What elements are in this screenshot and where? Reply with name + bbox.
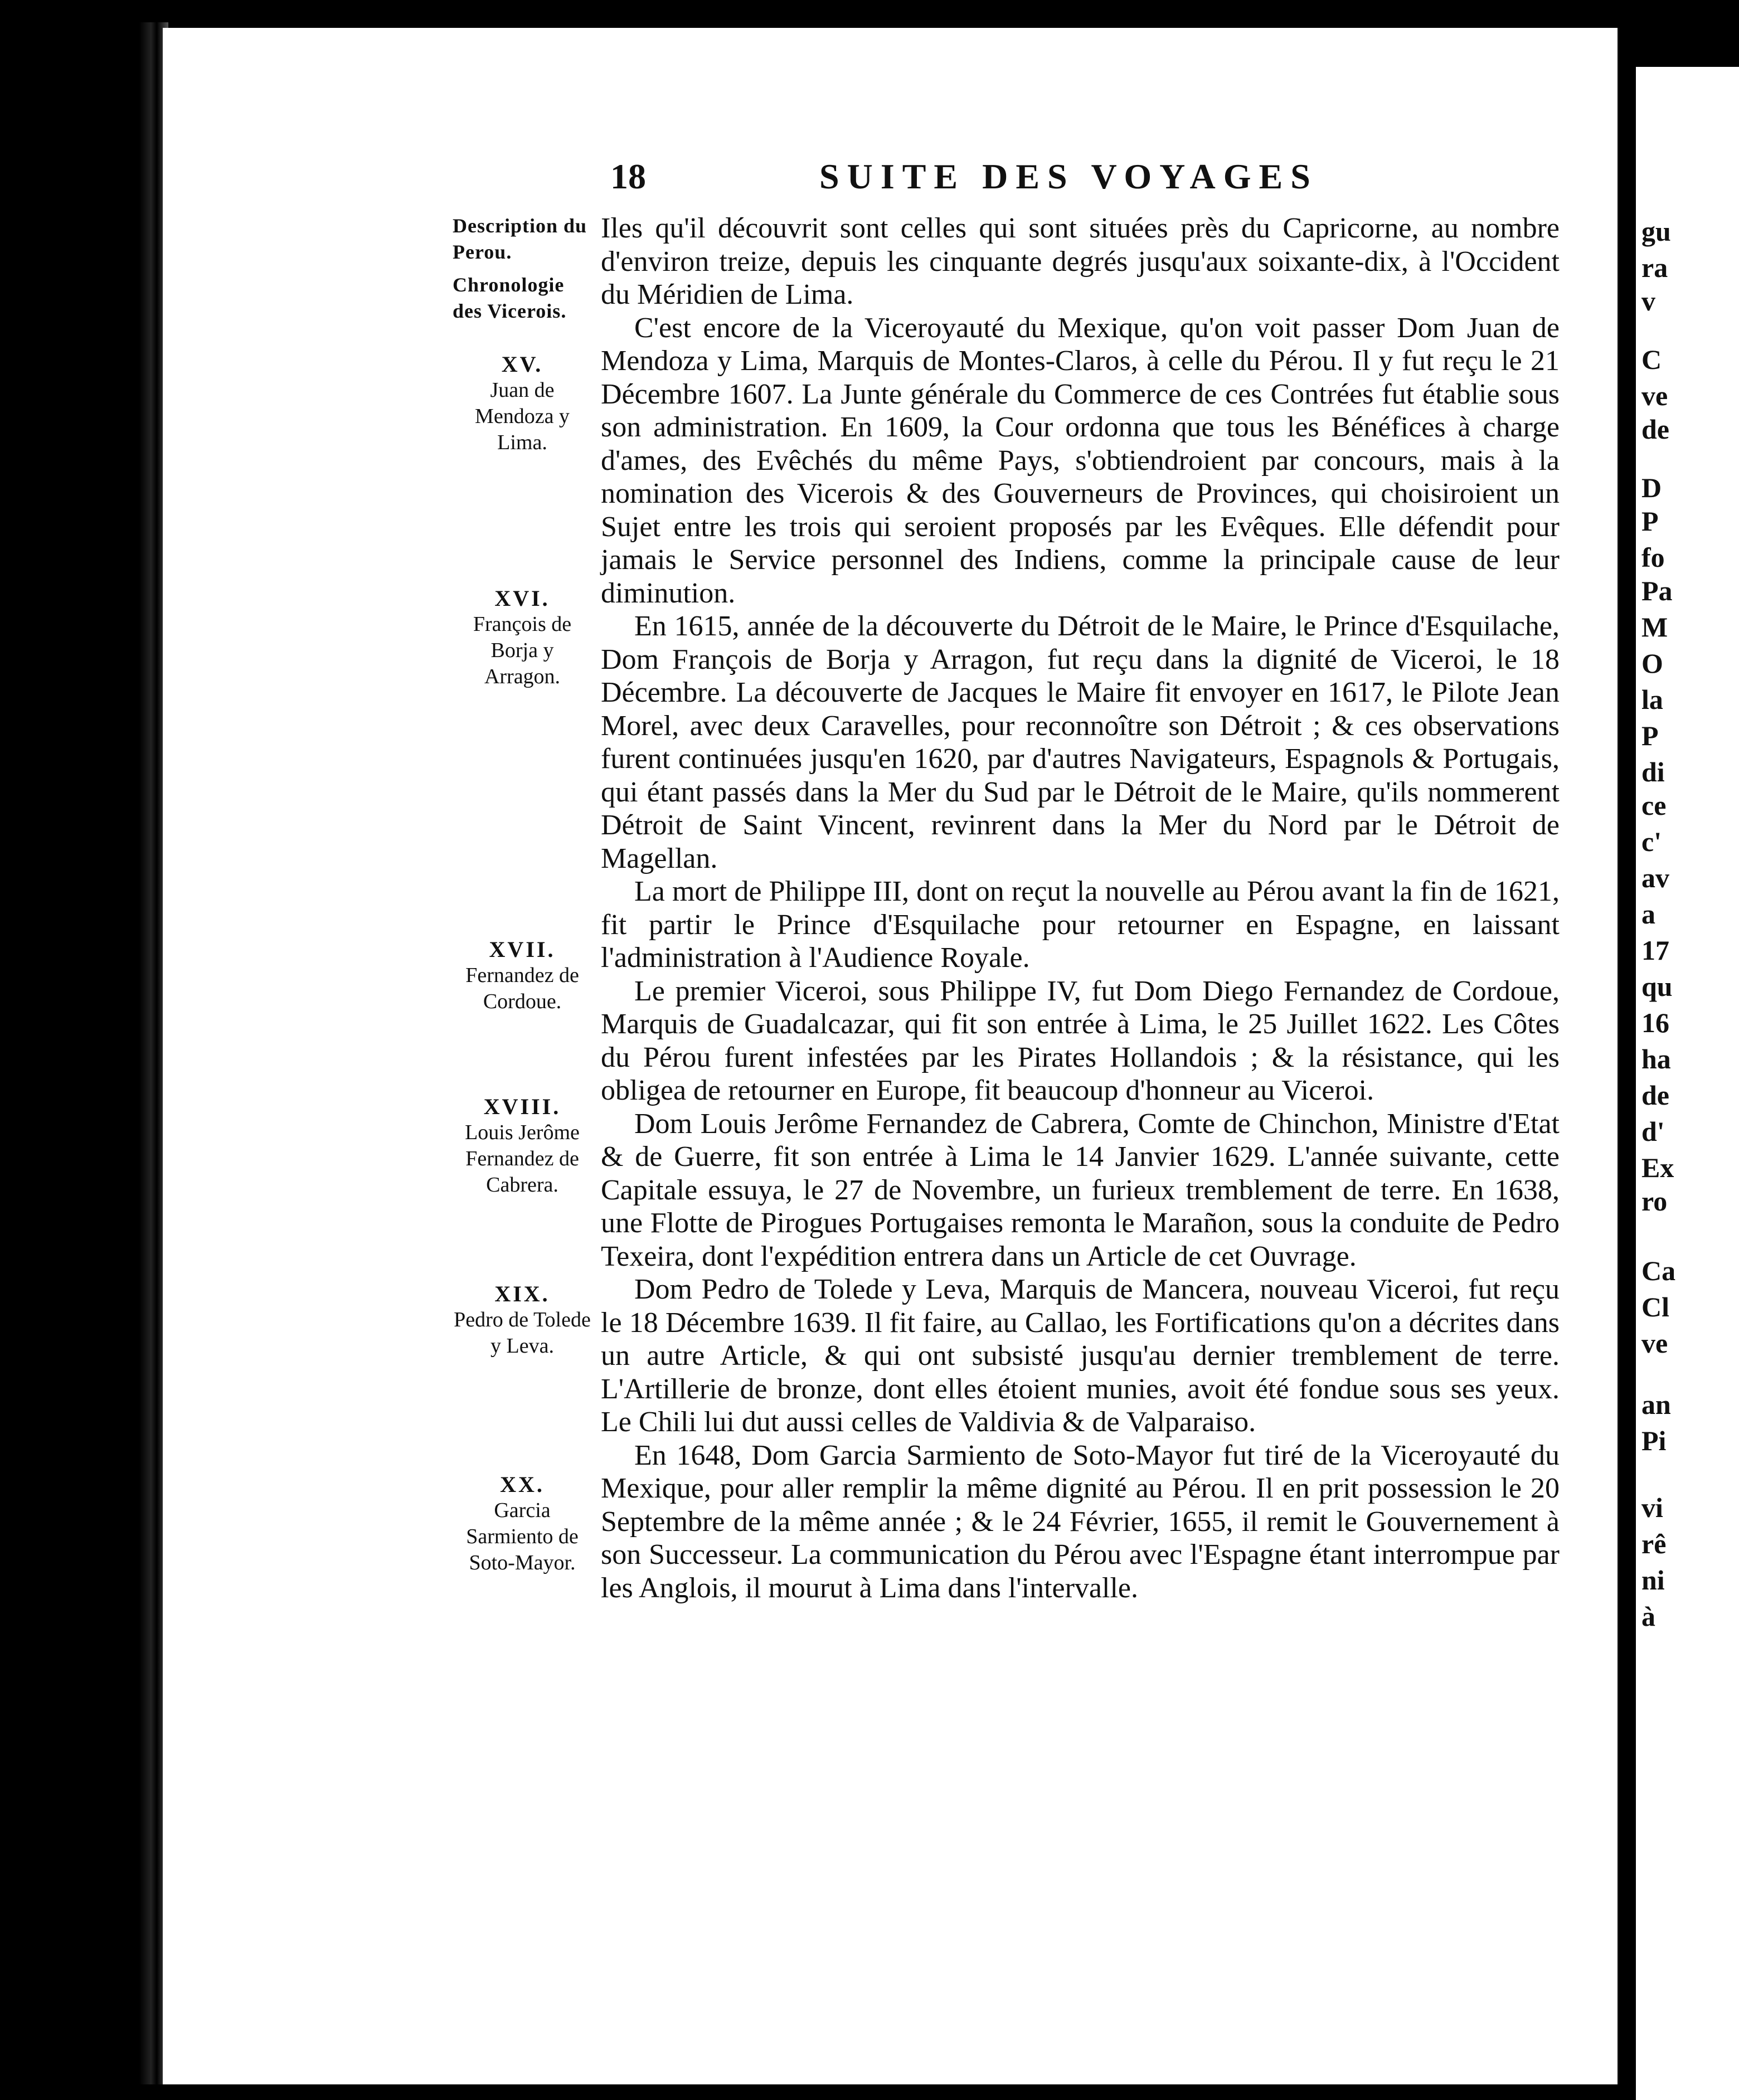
main-text-column bbox=[601, 212, 1560, 1605]
paragraph-cordoue: Le premier Viceroi, sous Philippe IV, fut Dom Diego Fernandez de Cordoue, Marquis de Guadalcazar, qui fit son entrée à Lima, le 25 Juillet 1622. Les Côtes du Pérou furent infestées par les Pirates Hollandois ; & la résistance, qui les obligea de retourner en Europe, fit beaucoup d'honneur au Viceroi. bbox=[601, 975, 1560, 1106]
facing-page-fragment: la bbox=[1641, 684, 1663, 715]
paragraph-soto-mayor: En 1648, Dom Garcia Sarmiento de Soto-Mayor fut tiré de la Viceroyauté du Mexique, pour aller remplir la même dignité au Pérou. Il en prit possession le 20 Septembre de la même année ; & le 24 Février, 1655, il remit le Gouvernement à son Successeur. La communication du Pérou avec l'Espagne étant interrompue par les Anglois, il mourut à Lima dans l'intervalle. bbox=[601, 1439, 1560, 1604]
facing-page-fragment: c' bbox=[1641, 826, 1662, 857]
margin-note-chronologie: Chronologie des Vicerois. bbox=[453, 274, 567, 322]
facing-page-fragment: di bbox=[1641, 756, 1665, 788]
facing-page-fragment: 16 bbox=[1641, 1007, 1669, 1038]
paragraph-mendoza: C'est encore de la Viceroyauté du Mexique, qu'on voit passer Dom Juan de Mendoza y Lima, Marquis de Montes-Claros, à celle du Pérou. Il y fut reçu le 21 Décembre 1607. La Junte générale du Commerce de ces Contrées fut établie sous son administration. En 1609, la Cour ordonna que tous les Bénéfices à charge d'ames, des Evêchés du même Pays, s'obtiendroient par concours, mais à la nomination des Vicerois & des Gouverneurs de Provinces, qui choisiroient un Sujet entre les trois qui seroient proposés par les Evêques. Elle défendit pour jamais le Service personnel des Indiens, comme la principale cause de leur diminution. bbox=[601, 312, 1560, 609]
viceroy-name: François de Borja y Arragon. bbox=[473, 612, 572, 688]
facing-page-fragment: ni bbox=[1641, 1564, 1665, 1596]
facing-page-fragment: C bbox=[1641, 344, 1662, 375]
paragraph-capricorne-islands: Iles qu'il découvrit sont celles qui sont situées près du Capricorne, au nombre d'environ treize, depuis les cinquante degrés jusqu'aux soixante-dix, à l'Occident du Méridien de Lima. bbox=[601, 212, 1560, 310]
facing-page-fragment: Cl bbox=[1641, 1291, 1669, 1323]
viceroy-number: XVII. bbox=[489, 937, 556, 962]
margin-note-xv bbox=[453, 351, 592, 456]
paragraph-esquilache: En 1615, année de la découverte du Détroit de le Maire, le Prince d'Esquilache, Dom François de Borja y Arragon, fut reçu dans la dignité de Viceroi, le 18 Décembre. La découverte de Jacques le Maire fit envoyer en 1617, le Pilote Jean Morel, avec deux Caravelles, pour reconnoître son Détroit ; & ces observations furent continuées jusqu'en 1620, par d'autres Navigateurs, Espagnols & Portugais, qui étant passés dans la Mer du Sud par le Détroit de le Maire, qu'ils nommerent Détroit de Saint Vincent, revinrent dans la Mer du Nord par le Détroit de Magellan. bbox=[601, 610, 1560, 874]
facing-page-fragment: Pi bbox=[1641, 1425, 1667, 1456]
margin-note-xvi bbox=[453, 585, 592, 690]
facing-page-fragment: D bbox=[1641, 472, 1662, 503]
facing-page-edge bbox=[1636, 67, 1739, 2100]
facing-page-fragment: P bbox=[1641, 505, 1659, 537]
viceroy-number: XV. bbox=[501, 352, 543, 377]
facing-page-fragment: gu bbox=[1641, 216, 1671, 247]
facing-page-fragment: an bbox=[1641, 1389, 1671, 1420]
facing-page-fragment: 17 bbox=[1641, 935, 1669, 966]
facing-page-fragment: ce bbox=[1641, 790, 1667, 821]
viceroy-number: XVI. bbox=[494, 586, 550, 611]
facing-page-fragment: ha bbox=[1641, 1043, 1671, 1075]
facing-page-fragment: ve bbox=[1641, 1328, 1668, 1359]
viceroy-name: Fernandez de Cordoue. bbox=[465, 964, 579, 1013]
page-number: 18 bbox=[610, 157, 646, 196]
facing-page-fragment: a bbox=[1641, 898, 1655, 930]
facing-page-fragment: vi bbox=[1641, 1492, 1663, 1523]
paragraph-philippe-iii: La mort de Philippe III, dont on reçut la nouvelle au Pérou avant la fin de 1621, fit partir le Prince d'Esquilache pour retourner en Espagne, en laissant l'administration à l'Audience Royale. bbox=[601, 876, 1560, 974]
facing-page-fragment: ve bbox=[1641, 380, 1668, 411]
facing-page-fragment: O bbox=[1641, 648, 1663, 679]
paragraph-mancera: Dom Pedro de Tolede y Leva, Marquis de Mancera, nouveau Viceroi, fut reçu le 18 Décembre 1639. Il fit faire, au Callao, les Fortifications qu'on a décrites dans un autre Article, & qui ont subsisté jusqu'au dernier tremblement de terre. L'Artillerie de bronze, dont elles étoient munies, avoit été fondue sous ses yeux. Le Chili lui dut aussi celles de Valdivia & de Valparaiso. bbox=[601, 1273, 1560, 1438]
facing-page-fragment: v bbox=[1641, 285, 1655, 317]
running-title: SUITE DES VOYAGES bbox=[819, 157, 1318, 196]
facing-page-fragment: P bbox=[1641, 720, 1659, 751]
facing-page-fragment: de bbox=[1641, 1080, 1669, 1111]
facing-page-fragment: à bbox=[1641, 1601, 1655, 1632]
facing-page-fragment: ro bbox=[1641, 1185, 1668, 1217]
facing-page-fragment: qu bbox=[1641, 971, 1673, 1002]
facing-page-fragment: Pa bbox=[1641, 575, 1673, 606]
facing-page-fragment: M bbox=[1641, 611, 1668, 643]
paragraph-chinchon: Dom Louis Jerôme Fernandez de Cabrera, Comte de Chinchon, Ministre d'Etat & de Guerre, fit son entrée à Lima le 14 Janvier 1629. L'année suivante, cette Capitale essuya, le 27 de Novembre, un furieux tremblement de terre. En 1638, une Flotte de Pirogues Portugaises remonta le Marañon, sous la conduite de Pedro Texeira, dont l'expédition entrera dans un Article de cet Ouvrage. bbox=[601, 1107, 1560, 1272]
facing-page-fragment: ra bbox=[1641, 252, 1668, 283]
facing-page-fragment: d' bbox=[1641, 1116, 1665, 1147]
facing-page-fragment: Ca bbox=[1641, 1255, 1676, 1286]
margin-note-xx bbox=[453, 1471, 592, 1576]
viceroy-number: XX. bbox=[500, 1472, 545, 1497]
margin-note-xviii bbox=[453, 1093, 592, 1198]
facing-page-fragment: Ex bbox=[1641, 1152, 1674, 1183]
viceroy-name: Juan de Mendoza y Lima. bbox=[475, 378, 570, 454]
viceroy-name: Pedro de Tolede y Leva. bbox=[454, 1308, 591, 1358]
facing-page-fragment: rê bbox=[1641, 1528, 1667, 1559]
margin-note-description: Description du Perou. bbox=[453, 215, 587, 263]
viceroy-number: XIX. bbox=[494, 1281, 550, 1306]
page-gutter bbox=[1619, 67, 1630, 2084]
viceroy-name: Louis Jerôme Fernandez de Cabrera. bbox=[465, 1121, 580, 1197]
facing-page-fragment: de bbox=[1641, 414, 1669, 445]
margin-note-xvii bbox=[453, 936, 592, 1015]
viceroy-name: Garcia Sarmiento de Soto-Mayor. bbox=[466, 1499, 579, 1574]
facing-page-fragment: av bbox=[1641, 862, 1669, 893]
facing-page-fragment: fo bbox=[1641, 542, 1665, 573]
margin-note-xix bbox=[453, 1281, 592, 1359]
viceroy-number: XVIII. bbox=[483, 1094, 561, 1119]
